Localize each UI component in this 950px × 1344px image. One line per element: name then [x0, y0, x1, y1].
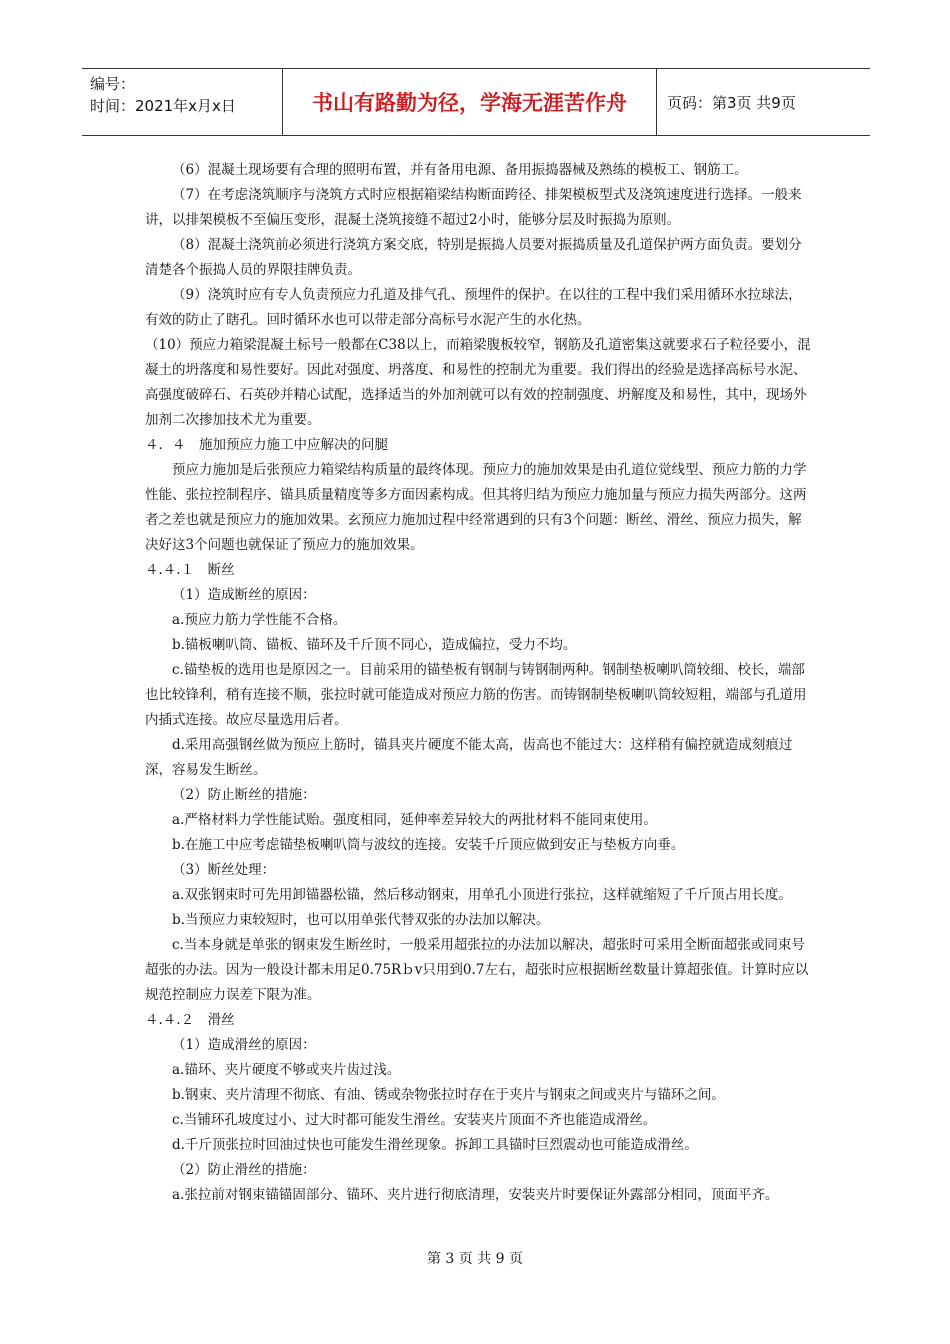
paragraph: （2）防止滑丝的措施：	[172, 1162, 316, 1178]
page-footer: 第 3 页 共 9 页	[426, 1251, 524, 1267]
paragraph: （2）防止断丝的措施：	[172, 787, 316, 803]
paragraph: a.双张钢束时可先用卸锚器松锚，然后移动钢束，用单孔小顶进行张拉，这样就缩短了千斤顶占用长度。	[172, 887, 792, 903]
paragraph: （9）浇筑时应有专人负责预应力孔道及排气孔、预埋件的保护。在以往的工程中我们采用循环水拉球法，有效的防止了瞎孔。回时循环水也可以带走部分高标号水泥产生的水化热。	[145, 287, 802, 328]
subsection-heading: ４.４.２ 滑丝	[145, 1012, 235, 1028]
paragraph: c.当铺环孔坡度过小、过大时都可能发生滑丝。安装夹片顶面不齐也能造成滑丝。	[172, 1112, 657, 1128]
header-page-number: 页码：第3页 共9页	[667, 93, 796, 112]
paragraph: b.当预应力束较短时，也可以用单张代替双张的办法加以解决。	[172, 912, 550, 928]
paragraph: d.千斤顶张拉时回油过快也可能发生滑丝现象。拆卸工具锚时巨烈震动也可能造成滑丝。	[172, 1137, 698, 1153]
paragraph: c.锚垫板的选用也是原因之一。目前采用的锚垫板有钢制与铸钢制两种。钢制垫板喇叭筒较细、校长，端部也比较锋利，稍有连接不顺，张拉时就可能造成对预应力筋的伤害。而铸钢制垫板喇叭筒较短粗，端部与孔道用内插式连接。故应尽量选用后者。	[145, 662, 807, 728]
paragraph: a.严格材料力学性能试贻。强度相同，延伸率差异较大的两批材料不能同束使用。	[172, 812, 657, 828]
section-heading: ４．４ 施加预应力施工中应解决的问腿	[145, 437, 388, 453]
paragraph: d.采用高强钢丝做为预应上筋时，锚具夹片硬度不能太高，齿高也不能过大：这样稍有偏控就造成刻痕过深，容易发生断丝。	[145, 737, 793, 778]
paragraph: （3）断丝处理：	[172, 862, 276, 878]
page-header	[82, 68, 870, 136]
paragraph: b.在施工中应考虑锚垫板喇叭筒与波纹的连接。安装千斤顶应做到安正与垫板方向垂。	[172, 837, 685, 853]
paragraph: a.预应力筋力学性能不合格。	[172, 612, 347, 628]
paragraph: （8）混凝土浇筑前必须进行浇筑方案交底，特别是振捣人员要对振捣质量及孔道保护两方面负责。要划分清楚各个振捣人员的界限挂牌负责。	[145, 237, 802, 278]
paragraph: 预应力施加是后张预应力箱梁结构质量的最终体现。预应力的施加效果是由孔道位觉线型、预应力筋的力学性能、张拉控制程序、锚具质量精度等多方面因素构成。但其将归结为预应力施加量与预应力损失两部分。这两者之差也就是预应力的施加效果。玄预应力施加过程中经常遇到的只有3个问题：断丝、滑丝、预应力损失，解决好这3个问题也就保证了预应力的施加效果。	[145, 462, 807, 553]
paragraph: a.锚环、夹片硬度不够或夹片齿过浅。	[172, 1062, 401, 1078]
paragraph: b.锚板喇叭筒、锚板、锚环及千斤顶不同心，造成偏拉，受力不均。	[172, 637, 577, 653]
paragraph: （7）在考虑浇筑顺序与浇筑方式时应根据箱梁结构断面跨径、排架模板型式及浇筑速度进行选择。一般来讲，以排架模板不至偏压变形，混凝土浇筑接缝不超过2小时，能够分层及时振捣为原则。	[145, 187, 802, 228]
document-body	[145, 158, 815, 1208]
header-motto: 书山有路勤为径，学海无涯苦作舟	[282, 69, 657, 135]
paragraph: （1）造成断丝的原因：	[172, 587, 316, 603]
document-number-label: 编号：	[90, 75, 136, 93]
paragraph: （6）混凝土现场要有合理的照明布置，并有备用电源、备用振捣器械及熟练的模板工、钢筋工。	[172, 162, 748, 178]
paragraph: （1）造成滑丝的原因：	[172, 1037, 316, 1053]
subsection-heading: ４.４.１ 断丝	[145, 562, 235, 578]
paragraph: （10）预应力箱梁混凝土标号一般都在C38以上，而箱梁腹板较窄，钢筋及孔道密集这就要求石子粒径要小，混凝土的坍落度和易性要好。因此对强度、坍落度、和易性的控制尤为重要。我们得出的经验是选择高标号水泥、高强度破碎石、石英砂并精心试配，选择适当的外加剂就可以有效的控制强度、坍解度及和易性，其中，现场外加剂二次掺加技术尤为重要。	[145, 337, 811, 428]
paragraph: a.张拉前对钢束锚锚固部分、锚环、夹片进行彻底清理，安装夹片时要保证外露部分相同，顶面平齐。	[172, 1187, 779, 1203]
paragraph: c.当本身就是单张的钢束发生断丝时，一般采用超张拉的办法加以解决，超张时可采用全断面超张或同束号超张的办法。因为一般设计都未用足0.75Rｂv只用到0.7左右，超张时应根据断丝数量计算超张值。计算时应以规范控制应力误差下限为准。	[145, 937, 809, 1003]
paragraph: b.钢束、夹片清理不彻底、有油、锈或杂物张拉时存在于夹片与钢束之间或夹片与锚环之间。	[172, 1087, 725, 1103]
document-date: 时间：2021年x月x日	[90, 97, 236, 115]
header-meta	[82, 69, 282, 135]
